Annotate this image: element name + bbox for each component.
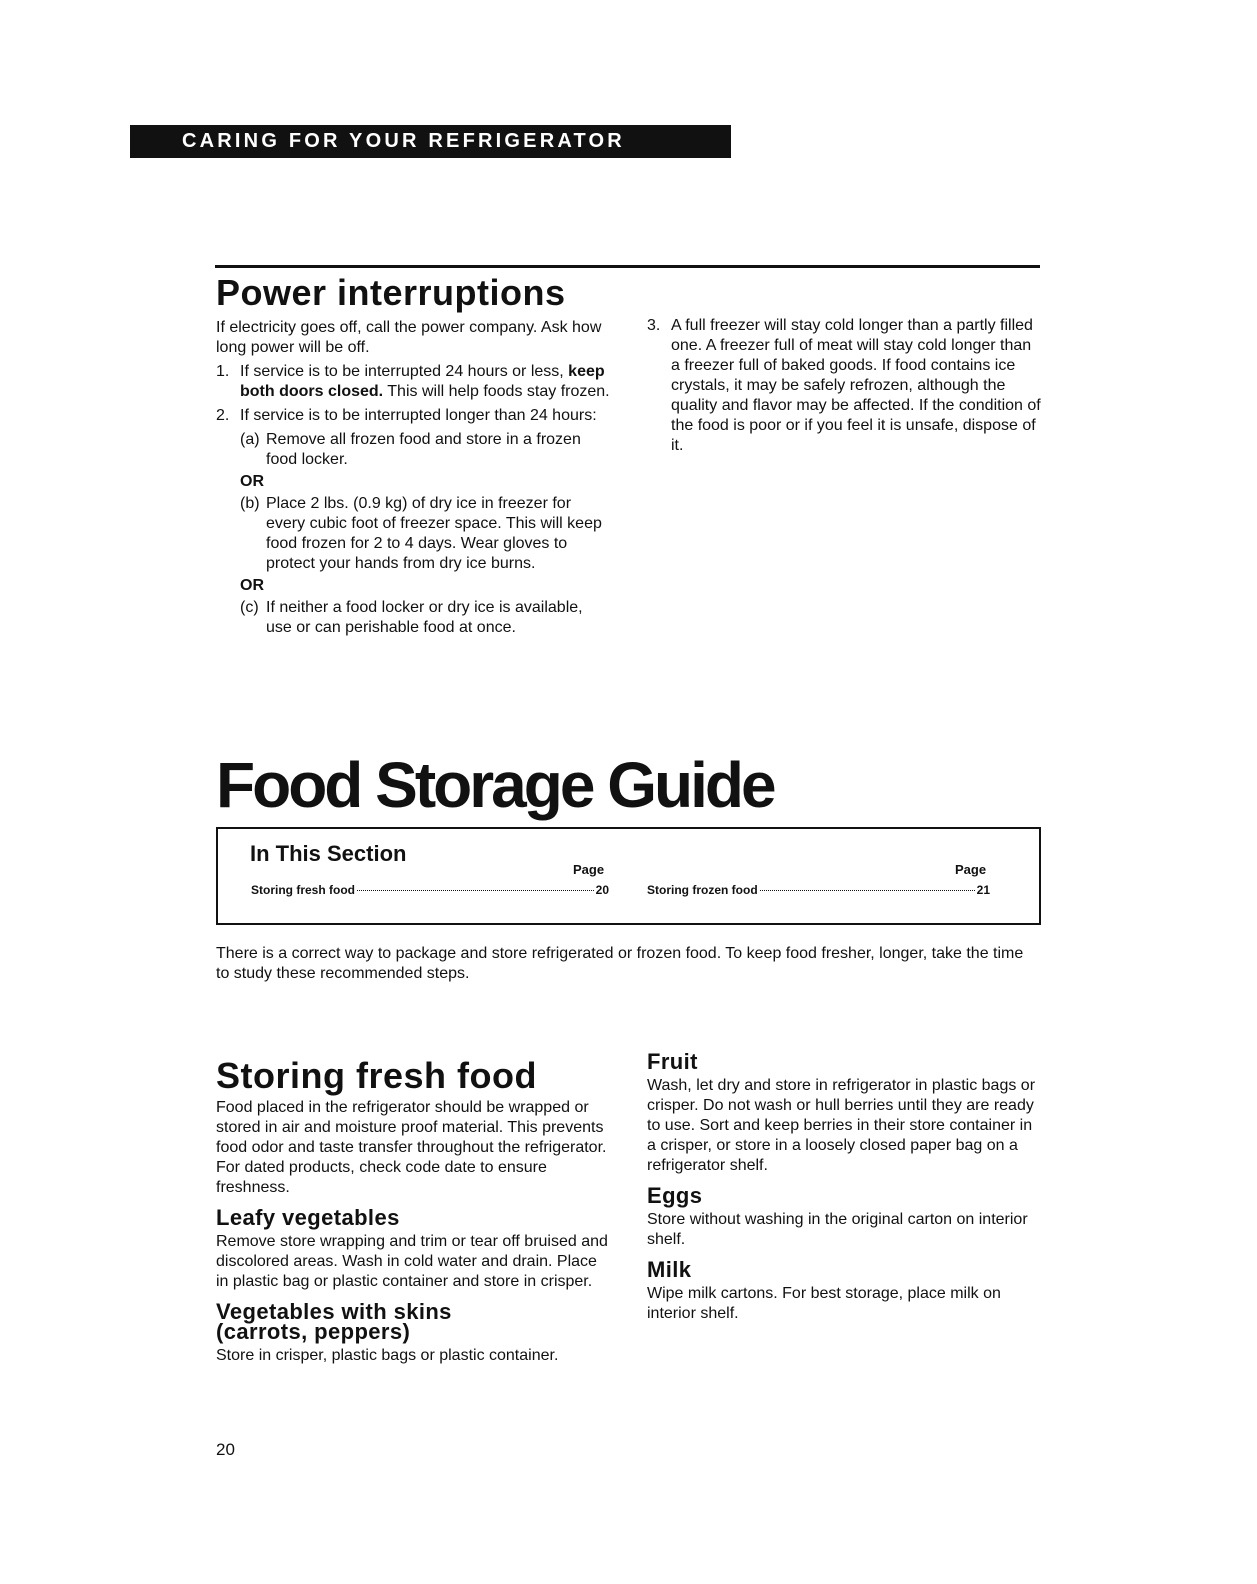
leafy-vegetables-heading: Leafy vegetables: [216, 1205, 400, 1230]
section-header-title: CARING FOR YOUR REFRIGERATOR: [182, 130, 625, 152]
sub-label: (c): [240, 599, 259, 616]
food-storage-guide-title: Food Storage Guide: [216, 749, 774, 821]
eggs-heading: Eggs: [647, 1183, 703, 1208]
milk-heading: Milk: [647, 1257, 692, 1282]
sub-label: (b): [240, 495, 260, 512]
storing-fresh-food-left-column: [216, 1098, 611, 1366]
power-list-item-3: [647, 316, 1042, 456]
eggs-text: Store without washing in the original carton on interior shelf.: [647, 1211, 1028, 1248]
fruit-heading: Fruit: [647, 1049, 698, 1074]
toc-entry-frozen-food[interactable]: [647, 883, 990, 897]
section-header-bar: [130, 125, 731, 158]
sub-item-c-text: If neither a food locker or dry ice is available, use or can perishable food at once.: [266, 599, 583, 636]
sub-item-b-text: Place 2 lbs. (0.9 kg) of dry ice in freezer for every cubic foot of freezer space. This will keep food frozen for 2 to 4 days. Wear gloves to protect your hands from dry ice burns.: [266, 495, 602, 572]
toc-entry-fresh-food[interactable]: [251, 883, 609, 897]
sub-label: (a): [240, 431, 260, 448]
item2-text: If service is to be interrupted longer than 24 hours:: [240, 407, 597, 424]
vegetables-with-skins-heading: Vegetables with skins: [216, 1299, 452, 1324]
toc-entry-label: Storing fresh food: [251, 883, 355, 897]
power-interruptions-left-column: [216, 318, 611, 638]
vegetables-with-skins-subheading: (carrots, peppers): [216, 1319, 411, 1344]
list-number: 1.: [216, 363, 230, 380]
leafy-vegetables-text: Remove store wrapping and trim or tear off bruised and discolored areas. Wash in cold water and drain. Place in plastic bag or plastic container and store in crisper.: [216, 1233, 608, 1290]
power-intro: If electricity goes off, call the power company. Ask how long power will be off.: [216, 319, 602, 356]
power-list-item-2: [216, 406, 611, 426]
or-separator: OR: [240, 577, 264, 594]
or-separator: OR: [240, 473, 264, 490]
toc-page-heading-left: Page: [573, 862, 605, 877]
toc-entry-page: 21: [976, 883, 990, 897]
in-this-section-title: In This Section: [250, 841, 407, 866]
toc-leader-dots: [357, 890, 594, 891]
item1-text-b: This will help foods stay frozen.: [387, 383, 610, 400]
list-number: 2.: [216, 407, 230, 424]
power-sub-item-a: [240, 430, 611, 470]
toc-leader-dots: [760, 890, 975, 891]
fruit-text: Wash, let dry and store in refrigerator in plastic bags or crisper. Do not wash or hull berries until they are ready to use. Sort and keep berries in their store container in a crisper, or store in a loosely closed paper bag on a refrigerator shelf.: [647, 1077, 1036, 1174]
power-list-item-1: [216, 362, 611, 402]
power-interruptions-heading: Power interruptions: [216, 272, 566, 313]
item1-bold-text: keep both doors closed.: [240, 363, 605, 400]
list-number: 3.: [647, 317, 661, 334]
sub-item-a-text: Remove all frozen food and store in a frozen food locker.: [266, 431, 581, 468]
power-sub-item-b: [240, 494, 611, 574]
guide-intro-paragraph: There is a correct way to package and store refrigerated or frozen food. To keep food fresher, longer, take the time to study these recommended steps.: [216, 945, 1024, 982]
page-number: 20: [216, 1440, 235, 1459]
toc-page-heading-right: Page: [955, 862, 987, 877]
item1-text-a: If service is to be interrupted 24 hours or less,: [240, 363, 564, 380]
storing-fresh-food-right-column: [647, 1049, 1037, 1324]
power-interruptions-right-column: [647, 316, 1042, 456]
milk-text: Wipe milk cartons. For best storage, place milk on interior shelf.: [647, 1285, 1001, 1322]
fresh-food-intro: Food placed in the refrigerator should be wrapped or stored in air and moisture proof material. This prevents food odor and taste transfer throughout the refrigerator. For dated products, check code date to ensure freshness.: [216, 1099, 607, 1196]
vegetables-with-skins-text: Store in crisper, plastic bags or plastic container.: [216, 1347, 559, 1364]
toc-entry-label: Storing frozen food: [647, 883, 758, 897]
power-sub-item-c: [240, 598, 611, 638]
storing-fresh-food-heading: Storing fresh food: [216, 1055, 537, 1096]
item3-text: A full freezer will stay cold longer than a partly filled one. A freezer full of meat will stay cold longer than a freezer full of baked goods. If food contains ice crystals, it may be safely refrozen, although the quality and flavor may be affected. If the condition of the food is poor or if you feel it is unsafe, dispose of it.: [671, 317, 1041, 454]
toc-entry-page: 20: [595, 883, 609, 897]
section-divider-rule: [215, 265, 1040, 268]
